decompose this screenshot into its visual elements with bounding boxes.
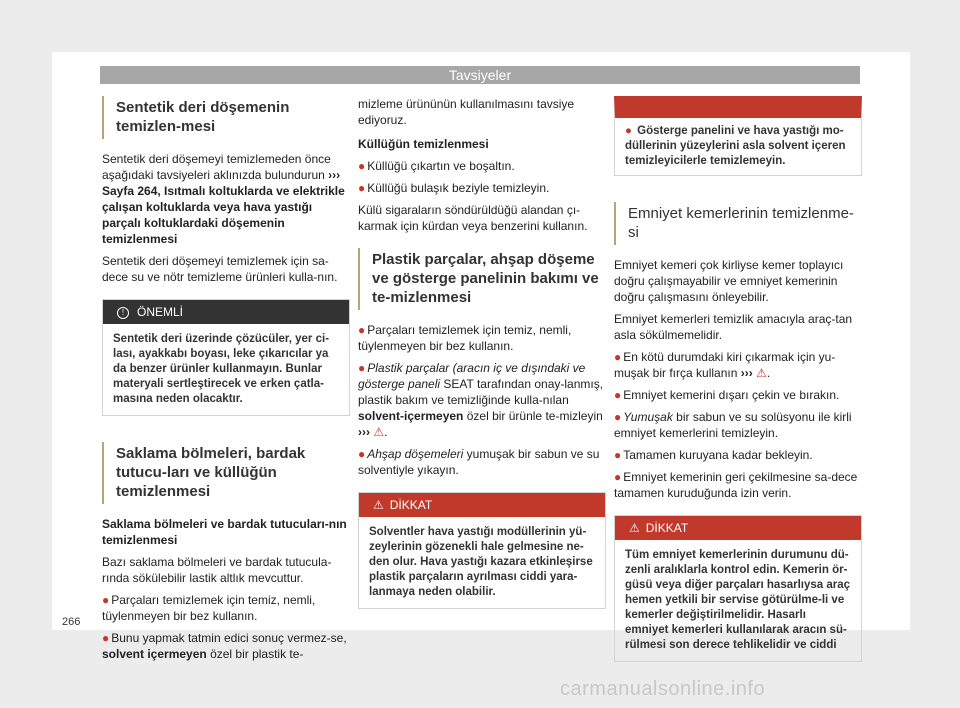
list-item xyxy=(614,469,862,501)
bullet-icon: ● xyxy=(614,410,622,424)
warning-title: DİKKAT xyxy=(645,521,689,535)
bullet-icon: ● xyxy=(614,470,622,484)
watermark: carmanualsonline.info xyxy=(560,678,766,700)
subheading: Küllüğün temizlenmesi xyxy=(358,137,489,151)
warning-triangle-icon: ⚠ xyxy=(756,366,767,380)
bullet-icon: ● xyxy=(358,159,366,173)
text: Tamamen kuruyana kadar bekleyin. xyxy=(623,448,813,462)
section-heading-plastic: Plastik parçalar, ahşap döşeme ve gösterge panelinin bakımı ve te-mizlenmesi xyxy=(358,248,606,310)
warning-header xyxy=(615,516,861,540)
warning-triangle-icon: ⚠ xyxy=(629,521,640,535)
text: Küllüğü çıkartın ve boşaltın. xyxy=(367,159,515,173)
bullet-icon: ● xyxy=(358,361,366,375)
paragraph: Emniyet kemerleri temizlik amacıyla araç-tan asla sökülmemelidir. xyxy=(614,312,853,342)
bullet-icon: ● xyxy=(358,181,366,195)
bullet-icon: ● xyxy=(102,593,110,607)
text: Emniyet kemerini dışarı çekin ve bırakın. xyxy=(623,388,840,402)
list-item xyxy=(358,322,606,354)
text: Ahşap döşemeleri xyxy=(367,447,464,461)
text: Parçaları temizlemek için temiz, nemli, tüylenmeyen bir bez kullanın. xyxy=(358,323,572,353)
bullet-icon: ● xyxy=(358,323,366,337)
text: özel bir ürünle te-mizleyin xyxy=(466,409,603,423)
text: Parçaları temizlemek için temiz, nemli, tüylenmeyen bir bez kullanın. xyxy=(102,593,316,623)
text: Küllüğü bulaşık beziyle temizleyin. xyxy=(367,181,550,195)
text: Emniyet kemerinin geri çekilmesine sa-dece tamamen kuruduğunda izin verin. xyxy=(614,470,858,500)
paragraph: Sentetik deri döşemeyi temizlemek için sa-dece su ve nötr temizleme ürünleri kulla-nın. xyxy=(102,254,338,284)
paragraph: Emniyet kemeri çok kirliyse kemer toplayıcı doğru çalışmayabilir ve emniyet kemerinin doğru çalışmasını önleyebilir. xyxy=(614,258,844,304)
warning-continuation-box xyxy=(614,96,862,176)
list-item xyxy=(614,447,862,463)
section-heading-seatbelts: Emniyet kemerlerinin temizlenme-si xyxy=(614,202,862,245)
column-2 xyxy=(358,96,606,621)
column-3 xyxy=(614,96,862,674)
list-item xyxy=(358,158,606,174)
warning-title: DİKKAT xyxy=(389,498,433,512)
notice-header xyxy=(103,300,349,324)
section-heading-synthetic-leather: Sentetik deri döşemenin temizlen-mesi xyxy=(102,96,350,139)
warning-triangle-icon: ⚠ xyxy=(373,498,384,512)
warning-box xyxy=(614,515,862,662)
text: Plastik parçalar (aracın iç ve dışındaki ve gösterge paneli xyxy=(358,361,586,391)
warning-header xyxy=(359,493,605,517)
warning-body: Solventler hava yastığı modüllerinin yü-zeylerinin gözenekli hale gelmesine ne-den olur. Hava yastığı kazara etkinleşirse plastik parçaların ayrılması ciddi yara-lanmaya neden olabilir. xyxy=(369,526,593,598)
text: solvent içermeyen xyxy=(102,647,207,661)
list-item: ● En kötü durumdaki kiri çıkarmak için yu-muşak bir fırça kullanın ››› ⚠. xyxy=(614,350,836,380)
text: Yumuşak xyxy=(623,410,673,424)
info-icon: ! xyxy=(117,307,129,319)
bullet-icon: ● xyxy=(614,350,622,364)
notice-title: ÖNEMLİ xyxy=(137,305,184,319)
bullet-icon: ● xyxy=(625,125,632,137)
text: Sentetik deri döşemeyi temizlemeden önce aşağıdaki tavsiyeleri aklınızda bulundurun xyxy=(102,152,331,182)
list-item xyxy=(102,592,350,624)
list-item xyxy=(102,630,350,662)
warning-reference-link[interactable]: ››› xyxy=(358,425,370,439)
notice-box xyxy=(102,299,350,416)
text: Gösterge panelini ve hava yastığı mo-düllerinin yüzeylerini asla solvent içeren temizleyicilerle temizlemeyin. xyxy=(625,125,846,167)
bullet-icon: ● xyxy=(102,631,110,645)
paragraph: Bazı saklama bölmeleri ve bardak tutucula-rında sökülebilir lastik altlık mevcuttur. xyxy=(102,555,332,585)
bullet-icon: ● xyxy=(614,388,622,402)
text: SEAT tarafından onay-lanmış, plastik bakım ve temizliğinde kulla-nılan xyxy=(358,377,604,407)
text: yumuşak bir sabun ve su solventiyle yıkayın. xyxy=(358,447,600,477)
warning-body xyxy=(615,118,861,175)
text: Bunu yapmak tatmin edici sonuç vermez-se, xyxy=(111,631,347,645)
text: özel bir plastik te- xyxy=(210,647,304,661)
list-item: ● Plastik parçalar (aracın iç ve dışındaki ve gösterge paneli SEAT tarafından onay-lanmış, plastik bakım ve temizliğinde kulla-nılan solvent-içermeyen özel bir ürünle te-mizleyin ››› ⚠. xyxy=(358,361,604,439)
text: En kötü durumdaki kiri çıkarmak için yu-muşak bir fırça kullanın xyxy=(614,350,836,380)
list-item xyxy=(614,409,862,441)
paragraph: mizleme ürününün kullanılmasını tavsiye ediyoruz. xyxy=(358,97,575,127)
warning-box xyxy=(358,492,606,609)
bullet-icon: ● xyxy=(614,448,622,462)
text: bir sabun ve su solüsyonu ile kirli emniyet kemerlerini temizleyin. xyxy=(614,410,852,440)
text: solvent-içermeyen xyxy=(358,409,464,423)
warning-reference-link[interactable]: ››› xyxy=(740,366,753,380)
warning-triangle-icon: ⚠ xyxy=(373,425,385,439)
list-item xyxy=(614,387,862,403)
paragraph: Külü sigaraların söndürüldüğü alandan çı-karmak için kürdan veya benzerini kullanın. xyxy=(358,203,588,233)
bullet-icon: ● xyxy=(358,447,366,461)
warning-body: Tüm emniyet kemerlerinin durumunu dü-zenli aralıklarla kontrol edin. Kemerin ör-güsü veya diğer parçaları hasarlıysa araç hemen yetkili bir servise götürülme-li ve kemerler değiştirilmelidir. Hasarlı emniyet kemerleri kullanılarak aracın sü-rülmesi son derece tehlikelidir ve ciddi xyxy=(625,549,851,651)
page-reference-link[interactable]: ››› Sayfa 264, Isıtmalı koltuklarda ve elektrikle çalışan koltuklarda veya hava yastığı parçalı koltuklardaki döşemenin temizlenmesi xyxy=(102,168,345,246)
column-1 xyxy=(102,96,350,668)
section-heading-storage: Saklama bölmeleri, bardak tutucu-ları ve küllüğün temizlenmesi xyxy=(102,442,350,504)
paragraph xyxy=(102,151,350,247)
page-header: Tavsiyeler xyxy=(100,66,860,84)
list-item xyxy=(358,180,606,196)
page-number: 266 xyxy=(62,616,81,628)
subheading: Saklama bölmeleri ve bardak tutucuları-nın temizlenmesi xyxy=(102,517,347,547)
list-item xyxy=(358,446,606,478)
notice-body: Sentetik deri üzerinde çözücüler, yer ci-lası, ayakkabı boyası, leke çıkarıcılar ya da benzer ürünler kullanmayın. Bunlar materyali sertleştirecek ve erken çatla-masına neden olacaktır. xyxy=(113,333,330,405)
